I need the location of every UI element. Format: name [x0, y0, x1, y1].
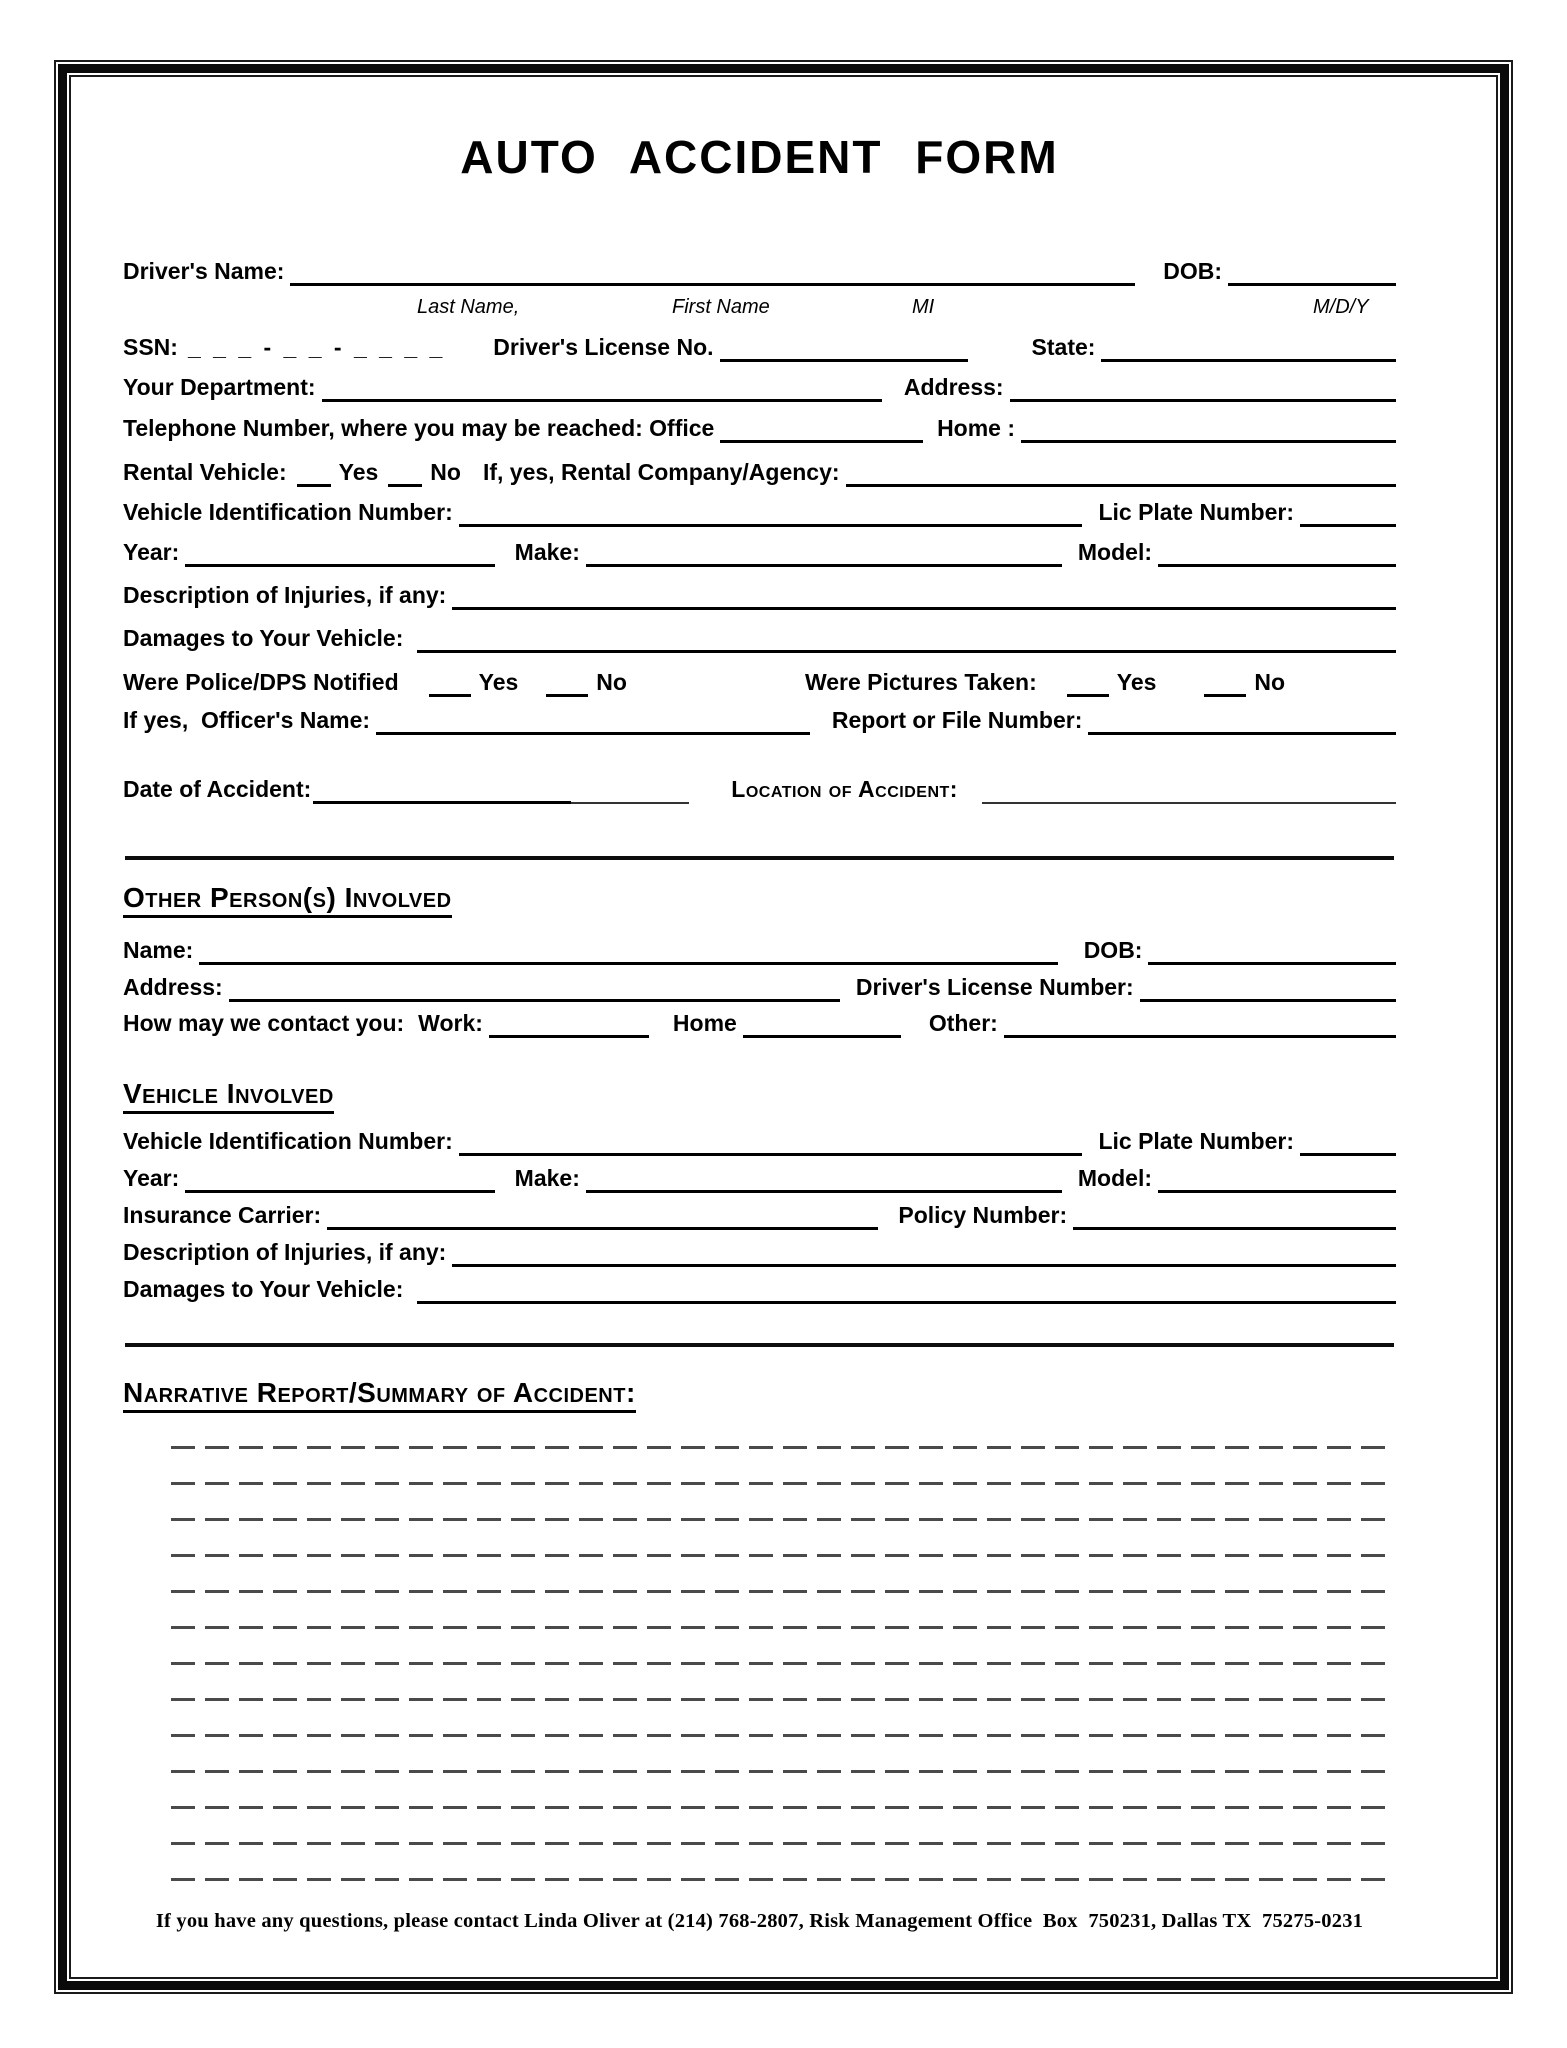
- police-no-checkline[interactable]: [546, 672, 588, 697]
- contact-other-input-line[interactable]: [1004, 1013, 1396, 1038]
- rental-company-label: If, yes, Rental Company/Agency:: [482, 459, 840, 485]
- narrative-writing-line[interactable]: [171, 1518, 1394, 1521]
- vehicle-vin-row: [123, 1127, 1396, 1156]
- last-name-sublabel: Last Name,: [417, 296, 520, 318]
- other-name-row: [123, 936, 1396, 965]
- driver-year-label: Year:: [123, 539, 180, 565]
- driver-injuries-label: Description of Injuries, if any:: [123, 582, 447, 608]
- other-address-row: [123, 973, 1396, 1002]
- rental-vehicle-row: [123, 458, 1396, 487]
- narrative-writing-line[interactable]: [171, 1878, 1394, 1881]
- vehicle-damages-row: [123, 1275, 1396, 1304]
- report-number-input-line[interactable]: [1088, 710, 1396, 735]
- page-border-outer: [54, 60, 1513, 1994]
- vehicle-vin-label: Vehicle Identification Number:: [123, 1128, 453, 1154]
- officer-name-label: If yes, Officer's Name:: [123, 707, 371, 733]
- driver-vin-input-line[interactable]: [459, 502, 1083, 527]
- rental-no-checkline[interactable]: [388, 462, 422, 487]
- other-address-input-line[interactable]: [229, 977, 840, 1002]
- other-dob-input-line[interactable]: [1148, 940, 1396, 965]
- driver-name-input-line[interactable]: [290, 261, 1135, 286]
- vehicle-year-make-model-row: [123, 1164, 1396, 1193]
- narrative-writing-line[interactable]: [171, 1446, 1394, 1449]
- dob-input-line[interactable]: [1228, 261, 1396, 286]
- accident-date-input-line[interactable]: [313, 779, 571, 804]
- driver-model-input-line[interactable]: [1158, 542, 1396, 567]
- driver-name-label: Driver's Name:: [123, 258, 285, 284]
- other-contact-label: How may we contact you:: [123, 1010, 405, 1036]
- driver-damages-input-line[interactable]: [417, 628, 1396, 653]
- vehicle-lic-plate-label: Lic Plate Number:: [1098, 1128, 1294, 1154]
- name-sublabels-row: [123, 295, 1396, 319]
- accident-location-label: Location of Accident:: [731, 776, 958, 802]
- ssn-input-blanks[interactable]: _ _ _ - _ _ - _ _ _ _: [187, 334, 446, 360]
- narrative-writing-line[interactable]: [171, 1770, 1394, 1773]
- vehicle-year-input-line[interactable]: [185, 1168, 494, 1193]
- vehicle-injuries-row: [123, 1238, 1396, 1267]
- other-name-label: Name:: [123, 937, 194, 963]
- footer-contact-text: If you have any questions, please contact Linda Oliver at (214) 768-2807, Risk Management Office Box 750231, Dallas TX 75275-0231: [155, 1910, 1364, 1932]
- narrative-writing-line[interactable]: [171, 1806, 1394, 1809]
- pictures-no-label: No: [1254, 669, 1286, 695]
- accident-location-input-line[interactable]: [982, 780, 1396, 804]
- date-location-row: [123, 775, 1396, 804]
- officer-name-input-line[interactable]: [376, 710, 810, 735]
- rental-no-label: No: [430, 459, 461, 485]
- state-label: State:: [1031, 334, 1096, 360]
- narrative-writing-line[interactable]: [171, 1662, 1394, 1665]
- rental-vehicle-label: Rental Vehicle:: [123, 459, 287, 485]
- narrative-writing-line[interactable]: [171, 1842, 1394, 1845]
- police-notified-label: Were Police/DPS Notified: [123, 669, 399, 695]
- driver-address-input-line[interactable]: [1010, 377, 1396, 402]
- telephone-label: Telephone Number, where you may be reached: Office: [123, 415, 715, 441]
- vehicle-injuries-input-line[interactable]: [452, 1242, 1396, 1267]
- vehicle-involved-heading: Vehicle Involved: [123, 1077, 334, 1114]
- other-persons-heading-row: [123, 881, 1396, 918]
- accident-date-label: Date of Accident:: [123, 776, 312, 802]
- driver-year-input-line[interactable]: [185, 542, 494, 567]
- department-input-line[interactable]: [322, 377, 882, 402]
- driver-damages-label: Damages to Your Vehicle:: [123, 625, 404, 651]
- narrative-writing-line[interactable]: [171, 1554, 1394, 1557]
- contact-home-input-line[interactable]: [743, 1013, 901, 1038]
- insurance-row: [123, 1201, 1396, 1230]
- insurance-carrier-label: Insurance Carrier:: [123, 1202, 322, 1228]
- telephone-row: [123, 414, 1396, 443]
- driver-vin-row: [123, 498, 1396, 527]
- driver-make-label: Make:: [514, 539, 580, 565]
- narrative-heading: Narrative Report/Summary of Accident:: [123, 1376, 636, 1413]
- police-yes-checkline[interactable]: [429, 672, 471, 697]
- vehicle-injuries-label: Description of Injuries, if any:: [123, 1239, 447, 1265]
- vehicle-make-label: Make:: [514, 1165, 580, 1191]
- other-license-label: Driver's License Number:: [855, 974, 1134, 1000]
- policy-number-label: Policy Number:: [898, 1202, 1068, 1228]
- vehicle-model-label: Model:: [1077, 1165, 1152, 1191]
- other-license-input-line[interactable]: [1140, 977, 1396, 1002]
- police-pictures-row: [123, 668, 1396, 697]
- other-dob-label: DOB:: [1083, 937, 1143, 963]
- driver-lic-plate-input-line[interactable]: [1300, 502, 1396, 527]
- form-content: [71, 77, 1496, 1977]
- rental-yes-checkline[interactable]: [297, 462, 331, 487]
- vehicle-lic-plate-input-line[interactable]: [1300, 1131, 1396, 1156]
- vehicle-make-input-line[interactable]: [586, 1168, 1062, 1193]
- vehicle-vin-input-line[interactable]: [459, 1131, 1083, 1156]
- pictures-yes-checkline[interactable]: [1067, 672, 1109, 697]
- report-number-label: Report or File Number:: [831, 707, 1083, 733]
- narrative-writing-line[interactable]: [171, 1626, 1394, 1629]
- section-divider: [125, 856, 1394, 860]
- vehicle-year-label: Year:: [123, 1165, 180, 1191]
- driver-year-make-model-row: [123, 538, 1396, 567]
- vehicle-involved-heading-row: [123, 1077, 1396, 1114]
- home-phone-label: Home :: [937, 415, 1016, 441]
- contact-work-input-line[interactable]: [489, 1013, 649, 1038]
- policy-number-input-line[interactable]: [1073, 1205, 1396, 1230]
- drivers-license-label: Driver's License No.: [493, 334, 714, 360]
- rental-yes-label: Yes: [338, 459, 379, 485]
- ssn-row: [123, 333, 1396, 362]
- police-yes-label: Yes: [478, 669, 519, 695]
- other-name-input-line[interactable]: [199, 940, 1057, 965]
- mi-sublabel: MI: [912, 296, 935, 318]
- narrative-writing-line[interactable]: [171, 1482, 1394, 1485]
- narrative-writing-line[interactable]: [171, 1734, 1394, 1737]
- driver-damages-row: [123, 624, 1396, 653]
- police-no-label: No: [596, 669, 627, 695]
- other-address-label: Address:: [123, 974, 223, 1000]
- other-contact-row: [123, 1009, 1396, 1038]
- narrative-heading-row: [123, 1376, 1396, 1413]
- pictures-taken-label: Were Pictures Taken:: [804, 669, 1037, 695]
- driver-address-label: Address:: [903, 374, 1004, 400]
- driver-vin-label: Vehicle Identification Number:: [123, 499, 453, 525]
- department-row: [123, 373, 1396, 402]
- dob-label: DOB:: [1163, 258, 1222, 284]
- driver-make-input-line[interactable]: [586, 542, 1062, 567]
- drivers-license-input-line[interactable]: [720, 337, 968, 362]
- pictures-no-checkline[interactable]: [1204, 672, 1246, 697]
- accident-date-input-line-extension[interactable]: [571, 780, 689, 804]
- office-phone-input-line[interactable]: [720, 418, 923, 443]
- driver-injuries-row: [123, 581, 1396, 610]
- mdy-sublabel: M/D/Y: [1313, 296, 1369, 318]
- insurance-carrier-input-line[interactable]: [327, 1205, 878, 1230]
- narrative-writing-line[interactable]: [171, 1698, 1394, 1701]
- vehicle-model-input-line[interactable]: [1158, 1168, 1396, 1193]
- narrative-writing-line[interactable]: [171, 1590, 1394, 1593]
- vehicle-damages-label: Damages to Your Vehicle:: [123, 1276, 404, 1302]
- page-border-thick: [58, 64, 1509, 1990]
- driver-lic-plate-label: Lic Plate Number:: [1098, 499, 1294, 525]
- other-persons-heading: Other Person(s) Involved: [123, 881, 452, 918]
- state-input-line[interactable]: [1101, 337, 1396, 362]
- ssn-label: SSN:: [123, 334, 178, 360]
- driver-name-row: [123, 257, 1396, 286]
- driver-model-label: Model:: [1077, 539, 1152, 565]
- pictures-yes-label: Yes: [1116, 669, 1157, 695]
- contact-home-label: Home: [672, 1010, 737, 1036]
- contact-work-label: Work:: [418, 1010, 483, 1036]
- page-title: AUTO ACCIDENT FORM: [460, 131, 1059, 183]
- rental-company-input-line[interactable]: [846, 462, 1396, 487]
- section-divider: [125, 1343, 1394, 1347]
- department-label: Your Department:: [123, 374, 316, 400]
- driver-injuries-input-line[interactable]: [452, 585, 1396, 610]
- officer-report-row: [123, 706, 1396, 735]
- page-border-inner: [69, 75, 1498, 1979]
- home-phone-input-line[interactable]: [1021, 418, 1396, 443]
- vehicle-damages-input-line[interactable]: [417, 1279, 1396, 1304]
- narrative-lines: [171, 1446, 1394, 1881]
- contact-other-label: Other:: [928, 1010, 998, 1036]
- first-name-sublabel: First Name: [672, 296, 770, 318]
